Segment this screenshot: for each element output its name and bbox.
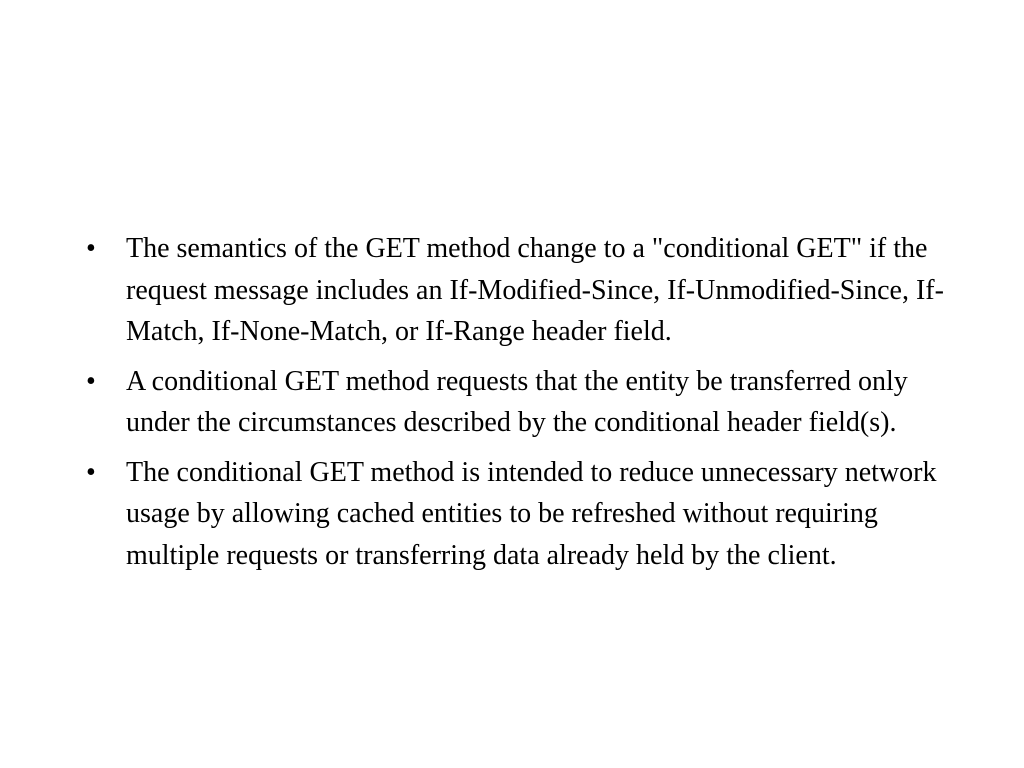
bullet-item [86, 361, 946, 444]
bullet-icon: • [86, 233, 96, 264]
bullet-item [86, 452, 946, 577]
bullet-item [86, 228, 946, 353]
bullet-icon: • [86, 456, 96, 488]
bullet-icon: • [86, 365, 96, 397]
bullet-text: The semantics of the GET method change to a "conditional GET" if the request message includes an If-Modified-Since, If-Unmodified-Since, If-Match, If-None-Match, or If-Range header field. [126, 233, 944, 347]
bullet-text: The conditional GET method is intended to reduce unnecessary network usage by allowing cached entities to be refreshed without requiring multiple requests or transferring data already held by the client. [126, 456, 937, 571]
bullet-list [86, 228, 946, 584]
bullet-text: A conditional GET method requests that the entity be transferred only under the circumstances described by the conditional header field(s). [126, 365, 908, 438]
